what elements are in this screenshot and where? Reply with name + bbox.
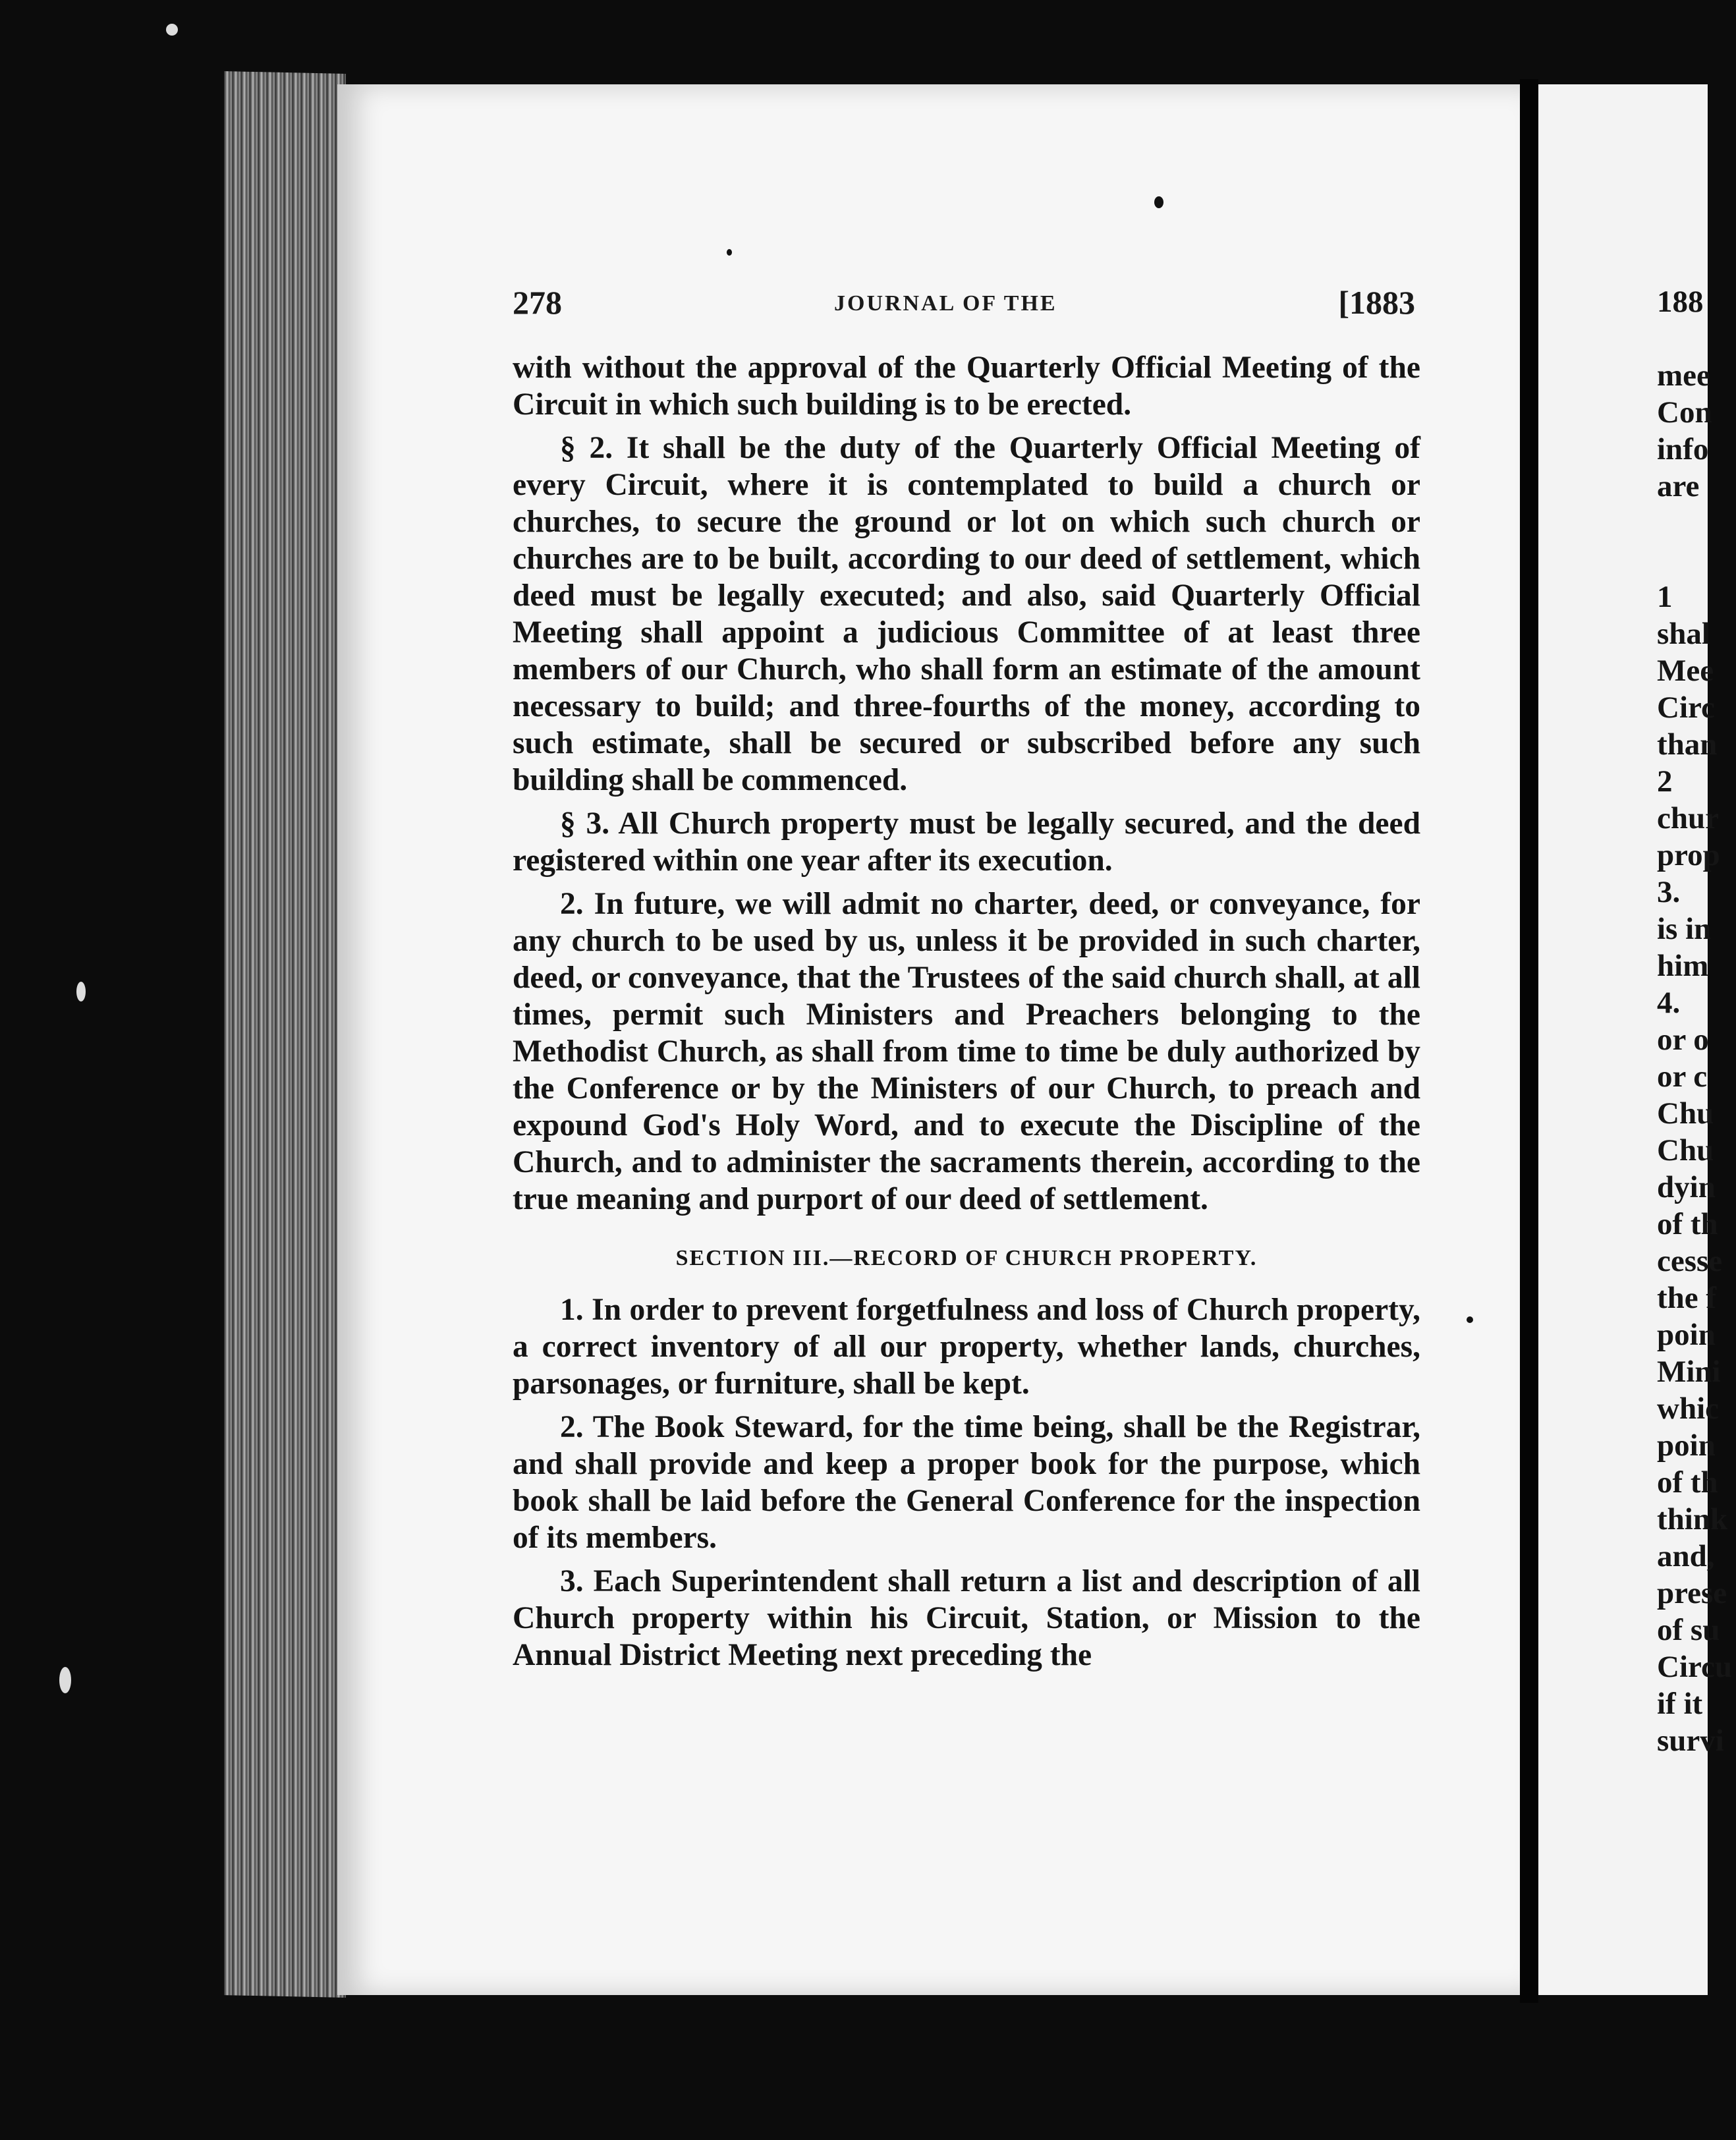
right-page-line: 2 bbox=[1657, 764, 1673, 799]
running-title: JOURNAL OF THE bbox=[834, 291, 1057, 316]
right-page-line: poin bbox=[1657, 1428, 1716, 1463]
paragraph: 2. The Book Steward, for the time being, shall be the Registrar, and shall provide and keep a proper book for the purpose, which book shall be laid before the General Conference for the inspection of its members. bbox=[513, 1410, 1420, 1555]
right-page-line bbox=[1657, 320, 1736, 357]
scan-speck bbox=[727, 249, 732, 256]
paragraph: 3. Each Superintendent shall return a list and description of all Church property within his Circuit, Station, or Mission to the Annual District Meeting next preceding the bbox=[513, 1564, 1420, 1672]
right-page-line: think bbox=[1657, 1502, 1728, 1536]
right-page-line: are bbox=[1657, 469, 1700, 503]
right-page-line: Mee bbox=[1657, 654, 1714, 688]
header-year: [1883 bbox=[1338, 284, 1415, 321]
right-page-text-fragments bbox=[1657, 283, 1736, 1759]
right-page-line bbox=[1657, 505, 1736, 542]
right-page-line: of th bbox=[1657, 1465, 1718, 1500]
paragraph: 1. In order to prevent forgetfulness and loss of Church property, a correct inventory of all our property, whether lands, churches, parsonages, or furniture, shall be kept. bbox=[513, 1293, 1420, 1401]
paragraphs bbox=[513, 349, 1420, 1218]
scan-speck bbox=[1154, 196, 1163, 208]
paragraph: § 2. It shall be the duty of the Quarterly Official Meeting of every Circuit, where it is contemplated to build a church or churches, to secure the ground or lot on which such church or churches are to be built, according to our deed of settlement, which deed must be legally executed; and also, said Quarterly Official Meeting shall appoint a judicious Committee of at least three members of our Church, who shall form an estimate of the amount necessary to build; and three-fourths of the money, according to such estimate, shall be secured or subscribed before any such building shall be commenced. bbox=[513, 431, 1420, 797]
right-page-line: dyin bbox=[1657, 1170, 1716, 1204]
paragraph: 2. In future, we will admit no charter, deed, or conveyance, for any church to be used by us, unless it be provided in such charter, deed, or conveyance, that the Trustees of the said church shall, at all times, permit such Ministers and Preachers belonging to the Methodist Church, as shall from time to time be duly authorized by the Conference or by the Ministers of our Church, to preach and expound God's Holy Word, and to execute the Discipline of the Church, and to administer the sacraments therein, according to the true meaning and purport of our deed of settlement. bbox=[513, 887, 1420, 1216]
right-page-line: of th bbox=[1657, 1207, 1718, 1241]
right-page-line: Circ bbox=[1657, 690, 1715, 725]
section-paragraphs bbox=[513, 1291, 1420, 1674]
scan-speck bbox=[1467, 1316, 1473, 1323]
right-page-line: whic bbox=[1657, 1392, 1719, 1426]
right-page-line: and, bbox=[1657, 1539, 1715, 1573]
page-body bbox=[513, 349, 1420, 1680]
right-page-line: or c bbox=[1657, 1059, 1708, 1094]
page-header bbox=[513, 283, 1415, 329]
right-page-line: Con bbox=[1657, 395, 1712, 430]
scan-speck bbox=[76, 982, 86, 1001]
right-page-line: shal bbox=[1657, 617, 1710, 651]
right-page-line: is in bbox=[1657, 912, 1712, 946]
right-page-line: Chu bbox=[1657, 1133, 1714, 1168]
right-page-line: if it bbox=[1657, 1687, 1703, 1721]
right-page-line: survi bbox=[1657, 1724, 1724, 1758]
right-page-line: info bbox=[1657, 432, 1709, 466]
right-page-line: or o bbox=[1657, 1023, 1709, 1057]
page-number: 278 bbox=[513, 284, 562, 321]
scan-speck bbox=[59, 1667, 71, 1693]
right-page-line: than bbox=[1657, 727, 1718, 762]
book-gutter bbox=[1520, 79, 1538, 2003]
paragraph: with without the approval of the Quarterly Official Meeting of the Circuit in which such building is to be erected. bbox=[513, 351, 1420, 422]
right-page-line: 1 bbox=[1657, 580, 1673, 614]
right-page-line: 188 bbox=[1657, 285, 1704, 319]
right-page-line: 4. bbox=[1657, 986, 1681, 1020]
right-page-line: cesse bbox=[1657, 1244, 1723, 1278]
section-heading: SECTION III.—RECORD OF CHURCH PROPERTY. bbox=[675, 1246, 1258, 1270]
right-page-line: of su bbox=[1657, 1613, 1720, 1647]
book-page-edges bbox=[224, 71, 346, 1998]
paragraph: § 3. All Church property must be legally secured, and the deed registered within one year after its execution. bbox=[513, 806, 1420, 878]
right-page-line: Chu bbox=[1657, 1096, 1714, 1131]
right-page-line: prese bbox=[1657, 1576, 1727, 1610]
right-page-line: him bbox=[1657, 949, 1709, 983]
right-page-line: Circu bbox=[1657, 1650, 1733, 1684]
right-page-line: 3. bbox=[1657, 875, 1681, 909]
right-page-line: Mini bbox=[1657, 1355, 1721, 1389]
right-page-line: the f bbox=[1657, 1281, 1717, 1315]
right-page-line: mee bbox=[1657, 358, 1710, 393]
right-page-line: prop bbox=[1657, 838, 1720, 872]
right-page-line: poin bbox=[1657, 1318, 1716, 1352]
right-page-line: chur bbox=[1657, 801, 1719, 835]
right-page-line bbox=[1657, 542, 1736, 578]
scan-speck bbox=[166, 24, 178, 36]
